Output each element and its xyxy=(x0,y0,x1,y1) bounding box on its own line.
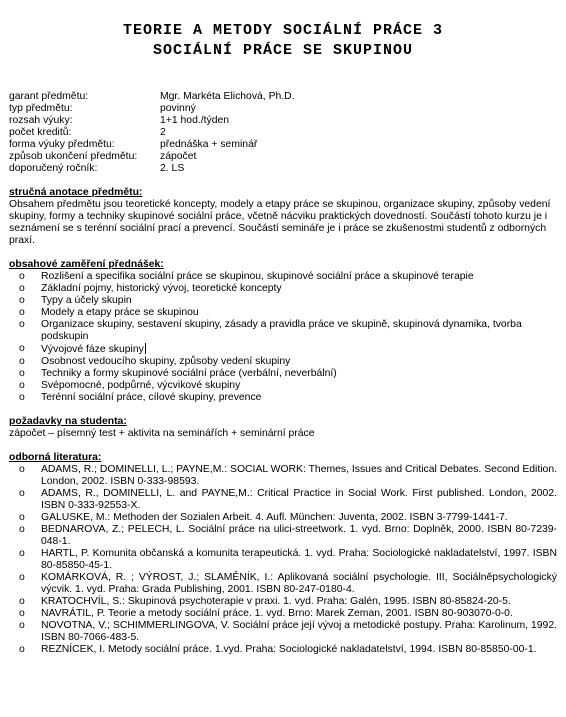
lecture-item xyxy=(9,368,557,380)
literature-section xyxy=(9,452,557,656)
lecture-item-text: Techniky a formy skupinové sociální práce (verbální, neverbální) xyxy=(41,368,337,379)
document-body xyxy=(9,91,557,656)
literature-item-text: REZNÍCEK, I. Metody sociální práce. 1.vyd. Praha: Sociologické nakladatelství, 1994. ISBN 80-85850-00-1. xyxy=(41,644,537,655)
lecture-item-text: Vývojové fáze skupiny xyxy=(41,344,144,355)
literature-item-text: NAVRÁTIL, P. Teorie a metody sociální práce. 1. vyd. Brno: Marek Zeman, 2001. ISBN 80-903070-0-0. xyxy=(41,608,513,619)
lecture-item-text: Základní pojmy, historický vývoj, teoretické koncepty xyxy=(41,283,282,294)
bullet-icon: o xyxy=(19,392,25,403)
info-key: typ předmětu: xyxy=(9,103,73,114)
bullet-icon: o xyxy=(19,620,25,631)
bullet-icon: o xyxy=(19,608,25,619)
course-info-table xyxy=(9,91,295,175)
course-subtitle: SOCIÁLNÍ PRÁCE SE SKUPINOU xyxy=(152,42,414,59)
text-cursor xyxy=(145,343,146,354)
info-value: 2. LS xyxy=(160,163,185,174)
literature-list xyxy=(9,464,557,656)
literature-item-text: HARTL, P. Komunita občanská a komunita terapeutická. 1. vyd. Praha: Sociologické nakladatelství, 1997. ISBN 80-85850-45-1. xyxy=(41,548,557,571)
annotation-heading: stručná anotace předmětu: xyxy=(9,187,143,198)
lecture-item xyxy=(9,295,557,307)
literature-heading: odborná literatura: xyxy=(9,452,102,463)
lecture-item-text: Terénní sociální práce, cílové skupiny, prevence xyxy=(41,392,262,403)
annotation-section xyxy=(9,187,557,247)
info-key: doporučený ročník: xyxy=(9,163,98,174)
info-row xyxy=(9,139,295,151)
info-row xyxy=(9,115,295,127)
bullet-icon: o xyxy=(19,356,25,367)
literature-item xyxy=(9,572,557,596)
lectures-list xyxy=(9,271,557,404)
bullet-icon: o xyxy=(19,271,25,282)
lecture-item xyxy=(9,319,557,343)
literature-item-text: ADAMS, R., DOMINELLI, L. and PAYNE,M.: Critical Practice in Social Work. First published. London, 2002. ISBN 0-333-92553-X. xyxy=(41,488,557,511)
bullet-icon: o xyxy=(19,368,25,379)
literature-item-text: ADAMS, R.; DOMINELLI, L.; PAYNE,M.: SOCIAL WORK: Themes, Issues and Critical Debates. Second Edition. London, 2002. ISBN 0-333-98593. xyxy=(41,464,557,487)
literature-item xyxy=(9,608,557,620)
requirements-text: zápočet – písemný test + aktivita na seminářích + seminární práce xyxy=(9,428,315,439)
info-key: garant předmětu: xyxy=(9,91,89,102)
info-value: zápočet xyxy=(160,151,197,162)
lecture-item-text: Rozlišení a specifika sociální práce se skupinou, skupinové sociální práce a skupinové terapie xyxy=(41,271,474,282)
literature-item xyxy=(9,620,557,644)
lectures-section xyxy=(9,259,557,404)
lecture-item xyxy=(9,283,557,295)
literature-item xyxy=(9,464,557,488)
literature-item xyxy=(9,512,557,524)
literature-item-text: NOVOTNA, V.; SCHIMMERLINGOVA, V. Sociální práce její vývoj a metodické postupy. Praha: Karolinum, 1992. ISBN 80-7066-483-5. xyxy=(41,620,557,643)
requirements-heading: požadavky na studenta: xyxy=(9,416,127,427)
lecture-item-text: Organizace skupiny, sestavení skupiny, zásady a pravidla práce ve skupině, skupinová dynamika, tvorba podskupin xyxy=(41,319,522,342)
info-key: způsob ukončení předmětu: xyxy=(9,151,138,162)
requirements-section xyxy=(9,416,557,440)
bullet-icon: o xyxy=(19,343,25,354)
lecture-item xyxy=(9,307,557,319)
info-key: forma výuky předmětu: xyxy=(9,139,115,150)
info-row xyxy=(9,151,295,163)
bullet-icon: o xyxy=(19,596,25,607)
literature-item xyxy=(9,644,557,656)
lecture-item-text: Svépomocné, podpůrné, výcvikové skupiny xyxy=(41,380,241,391)
lectures-heading: obsahové zaměření přednášek: xyxy=(9,259,164,270)
bullet-icon: o xyxy=(19,307,25,318)
lecture-item xyxy=(9,356,557,368)
bullet-icon: o xyxy=(19,548,25,559)
bullet-icon: o xyxy=(19,488,25,499)
info-value: Mgr. Markéta Elichová, Ph.D. xyxy=(160,91,295,102)
info-key: rozsah výuky: xyxy=(9,115,73,126)
lecture-item xyxy=(9,343,557,356)
literature-item xyxy=(9,488,557,512)
literature-item-text: GALUSKE, M.: Methoden der Sozialen Arbeit. 4. Aufl. München: Juventa, 2002. ISBN 3-7799-1441-7. xyxy=(41,512,508,523)
course-title: TEORIE A METODY SOCIÁLNÍ PRÁCE 3 xyxy=(122,22,444,39)
lecture-item xyxy=(9,380,557,392)
bullet-icon: o xyxy=(19,464,25,475)
literature-item-text: BEDNAROVA, Z.; PELECH, L. Sociální práce na ulici-streetwork. 1. vyd. Brno: Doplněk, 2000. ISBN 80-7239-048-1. xyxy=(41,524,557,547)
info-value: přednáška + seminář xyxy=(160,139,258,150)
bullet-icon: o xyxy=(19,524,25,535)
literature-item-text: KOMÁRKOVÁ, R. ; VÝROST, J.; SLAMĚNÍK, I.: Aplikovaná sociální psychologie. III, Sociálněpsychologický výcvik. 1. vyd. Praha: Grada Publishing, 2001. ISBN 80-247-0180-4. xyxy=(41,572,557,595)
bullet-icon: o xyxy=(19,380,25,391)
info-row xyxy=(9,163,295,175)
lecture-item-text: Typy a účely skupin xyxy=(41,295,132,306)
bullet-icon: o xyxy=(19,319,25,330)
info-row xyxy=(9,103,295,115)
literature-item xyxy=(9,596,557,608)
bullet-icon: o xyxy=(19,283,25,294)
lecture-item xyxy=(9,271,557,283)
info-key: počet kreditů: xyxy=(9,127,72,138)
info-value: 1+1 hod./týden xyxy=(160,115,230,126)
bullet-icon: o xyxy=(19,572,25,583)
lecture-item-text: Osobnost vedoucího skupiny, způsoby vedení skupiny xyxy=(41,356,291,367)
bullet-icon: o xyxy=(19,295,25,306)
info-value: povinný xyxy=(160,103,196,114)
info-row xyxy=(9,91,295,103)
bullet-icon: o xyxy=(19,512,25,523)
literature-item xyxy=(9,524,557,548)
info-row xyxy=(9,127,295,139)
literature-item xyxy=(9,548,557,572)
literature-item-text: KRATOCHVÍL, S.: Skupinová psychoterapie v praxi. 1. vyd. Praha: Galén, 1995. ISBN 80-85824-20-5. xyxy=(41,596,511,607)
info-value: 2 xyxy=(160,127,166,138)
lecture-item-text: Modely a etapy práce se skupinou xyxy=(41,307,199,318)
bullet-icon: o xyxy=(19,644,25,655)
annotation-text: Obsahem předmětu jsou teoretické koncepty, modely a etapy práce se skupinou, organizace skupiny, způsoby vedení skupiny, formy a techniky skupinové sociální práce, včetně nácviku praktických dovedností. Součástí tohoto kurzu je i seznámení se s terénní sociální prací a prevencí. Součástí semináře je i práce se zkušenostmi studentů z odborných praxí. xyxy=(9,199,551,246)
lecture-item xyxy=(9,392,557,404)
